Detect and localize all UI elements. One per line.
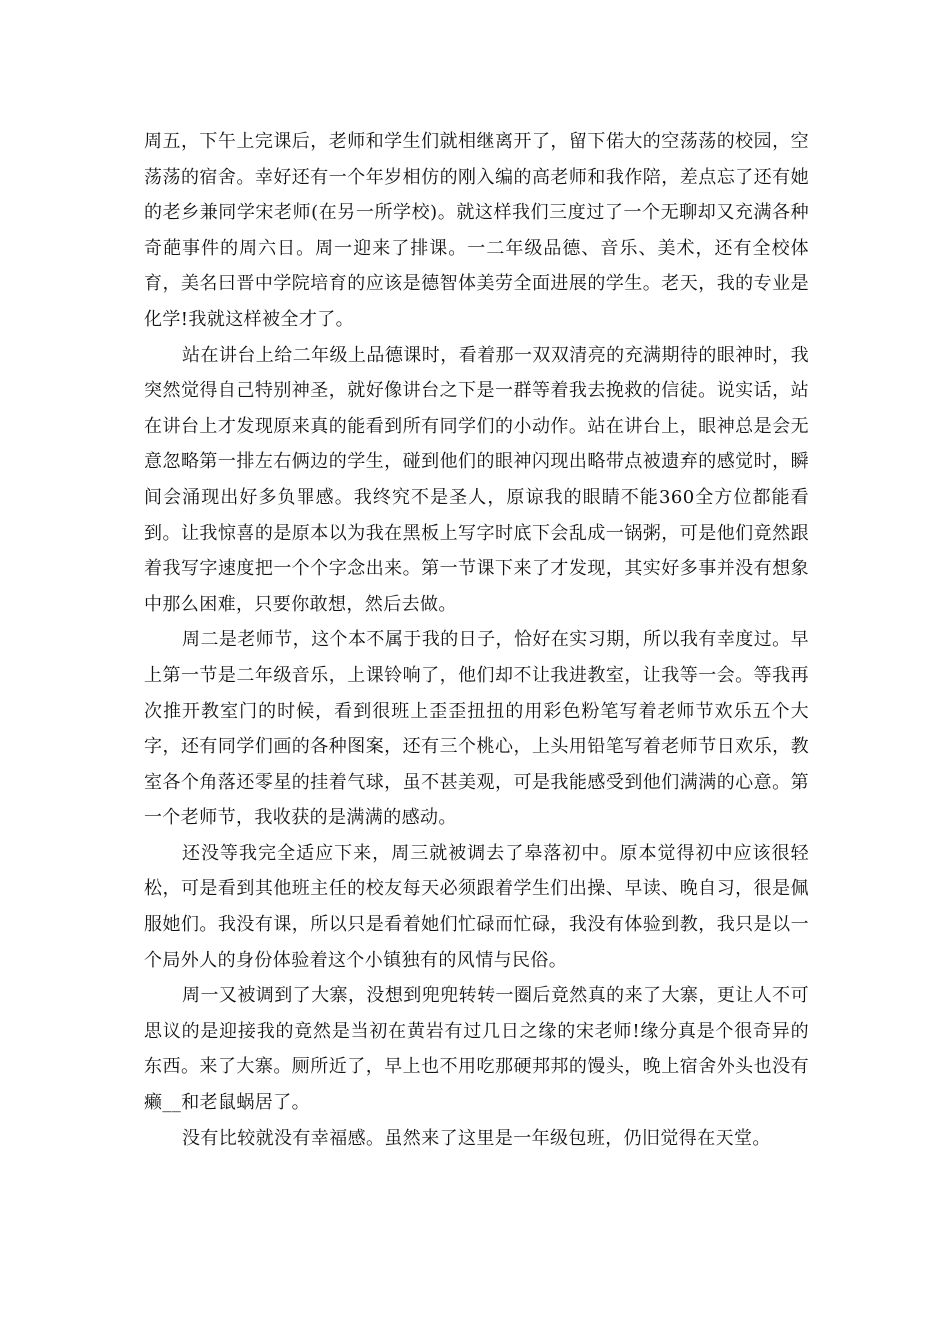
paragraph-1: 周五，下午上完课后，老师和学生们就相继离开了，留下偌大的空荡荡的校园，空荡荡的宿舍。幸好还有一个年岁相仿的刚入编的高老师和我作陪，差点忘了还有她的老乡兼同学宋老师(在另一所学校)。就这样我们三度过了一个无聊却又充满各种奇葩事件的周六日。周一迎来了排课。一二年级品德、音乐、美术，还有全校体育，美名曰晋中学院培育的应该是德智体美劳全面进展的学生。老天，我的专业是化学!我就这样被全才了。 [144,131,809,330]
paragraph-3: 周二是老师节，这个本不属于我的日子，恰好在实习期，所以我有幸度过。早上第一节是二年级音乐，上课铃响了，他们却不让我进教室，让我等一会。等我再次推开教室门的时候，看到很班上歪歪扭扭的用彩色粉笔写着老师节欢乐五个大字，还有同学们画的各种图案，还有三个桃心，上头用铅笔写着老师节日欢乐，教室各个角落还零星的挂着气球，虽不甚美观，可是我能感受到他们满满的心意。第一个老师节，我收获的是满满的感动。 [144,629,809,829]
paragraph-2: 站在讲台上给二年级上品德课时，看着那一双双清亮的充满期待的眼神时，我突然觉得自己特别神圣，就好像讲台之下是一群等着我去挽救的信徒。说实话，站在讲台上才发现原来真的能看到所有同学们的小动作。站在讲台上，眼神总是会无意忽略第一排左右俩边的学生，碰到他们的眼神闪现出略带点被遗弃的感觉时，瞬间会涌现出好多负罪感。我终究不是圣人，原谅我的眼睛不能360全方位都能看到。让我惊喜的是原本以为我在黑板上写字时底下会乱成一锅粥，可是他们竟然跟着我写字速度把一个个字念出来。第一节课下来了才发现，其实好多事并没有想象中那么困难，只要你敢想，然后去做。 [144,344,809,615]
paragraph-6: 没有比较就没有幸福感。虽然来了这里是一年级包班，仍旧觉得在天堂。 [182,1127,771,1149]
paragraph-5: 周一又被调到了大寨，没想到兜兜转转一圈后竟然真的来了大寨，更让人不可思议的是迎接我的竟然是当初在黄岩有过几日之缘的宋老师!缘分真是个很奇异的东西。来了大寨。厕所近了，早上也不用吃那硬邦邦的馒头，晚上宿舍外头也没有癞__和老鼠蜗居了。 [144,985,809,1114]
paragraph-4: 还没等我完全适应下来，周三就被调去了皋落初中。原本觉得初中应该很轻松，可是看到其他班主任的校友每天必须跟着学生们出操、早读、晚自习，很是佩服她们。我没有课，所以只是看着她们忙碌而忙碌，我没有体验到教，我只是以一个局外人的身份体验着这个小镇独有的风情与民俗。 [144,842,809,971]
document-body [144,124,809,1156]
